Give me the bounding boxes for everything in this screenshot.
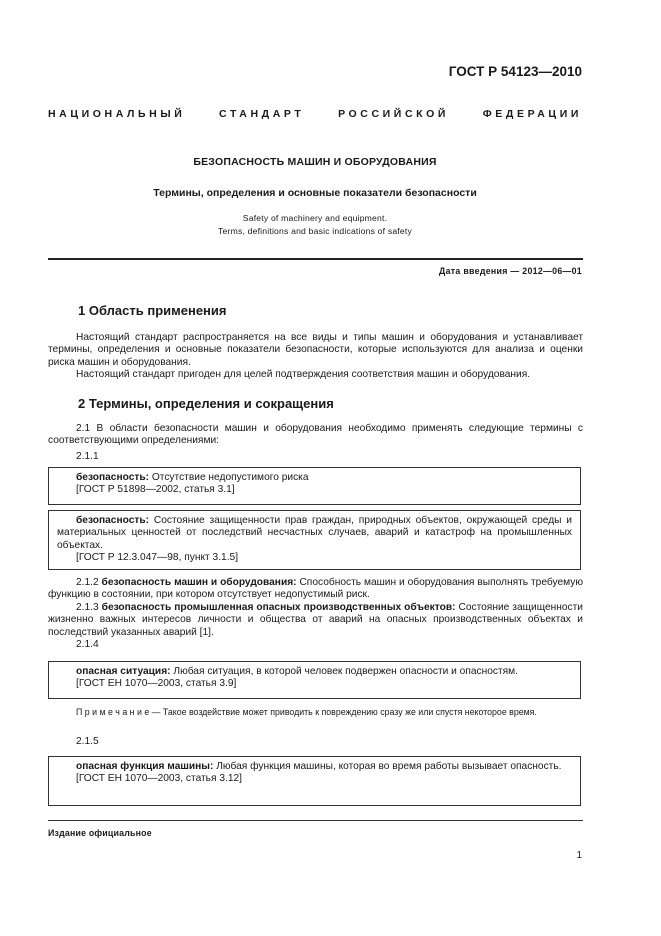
section-1-heading: 1 Область применения xyxy=(78,303,227,318)
definition: Отсутствие недопустимого риска xyxy=(149,472,309,483)
english-title-line2: Terms, definitions and basic indications of safety xyxy=(218,226,412,236)
footer-divider xyxy=(48,820,583,821)
definition: Состояние защищенности прав граждан, природных объектов, окружающей среды и материальных ценностей от последствий несчастных случаев, аварий и катастроф на промышленных объектах. xyxy=(57,515,572,551)
page-number: 1 xyxy=(576,850,582,861)
introduction-date: Дата введения — 2012—06—01 xyxy=(439,266,582,276)
term: безопасность: xyxy=(76,515,150,526)
clause-2-1-text: 2.1 В области безопасности машин и оборудования необходимо применять следующие термины с соответствующими определениями: xyxy=(48,423,583,447)
clause-number: 2.1.2 xyxy=(76,577,102,588)
national-standard-banner: НАЦИОНАЛЬНЫЙ СТАНДАРТ РОССИЙСКОЙ ФЕДЕРАЦИИ xyxy=(48,108,582,120)
definition: Любая функция машины, которая во время работы вызывает опасность. xyxy=(213,761,562,772)
definition-box-safety-2 xyxy=(48,510,581,570)
note-text: — Такое воздействие может приводить к повреждению сразу же или спустя некоторое время. xyxy=(149,707,537,717)
header-divider xyxy=(48,258,583,260)
definition-box-hazardous-situation xyxy=(48,661,581,699)
note xyxy=(48,706,583,719)
clause-2-1 xyxy=(48,423,583,448)
definition: Состояние защищенности жизненно важных интересов личности и общества от аварий на опасных производственных объектах и последствий указанных аварий [1]. xyxy=(48,601,583,638)
standard-designation: ГОСТ Р 54123—2010 xyxy=(448,64,582,79)
note-label: П р и м е ч а н и е xyxy=(76,707,150,717)
section-1-para-2: Настоящий стандарт пригоден для целей подтверждения соответствия машин и оборудования. xyxy=(76,369,531,381)
reference: [ГОСТ ЕН 1070—2003, статья 3.9] xyxy=(76,678,237,690)
definition: Любая ситуация, в которой человек подвержен опасности и опасностям. xyxy=(170,666,519,677)
section-2-heading: 2 Термины, определения и сокращения xyxy=(78,396,334,411)
term: опасная ситуация: xyxy=(76,666,171,677)
section-1-body xyxy=(48,332,583,382)
reference: [ГОСТ Р 51898—2002, статья 3.1] xyxy=(76,484,235,496)
reference: [ГОСТ Р 12.3.047—98, пункт 3.1.5] xyxy=(76,552,239,564)
official-edition-label: Издание официальное xyxy=(48,828,152,838)
definition: Способность машин и оборудования выполнять требуемую функцию в состоянии, при котором отсутствует недопустимый риск. xyxy=(48,577,583,601)
definition-box-safety-1 xyxy=(48,467,581,505)
term: безопасность машин и оборудования: xyxy=(101,577,297,588)
clauses-2-1-2-to-2-1-4 xyxy=(48,577,583,651)
document-subtitle: Термины, определения и основные показатели безопасности xyxy=(153,187,477,199)
term: опасная функция машины: xyxy=(76,761,214,772)
reference: [ГОСТ ЕН 1070—2003, статья 3.12] xyxy=(76,773,242,785)
english-title xyxy=(48,212,582,238)
section-1-para-1: Настоящий стандарт распространяется на все виды и типы машин и оборудования и устанавливает термины, определения и основные показатели безопасности, которые используются для анализа и оценки риска машин и оборудования. xyxy=(48,332,583,368)
clause-number: 2.1.3 xyxy=(76,601,102,613)
clause-2-1-3 xyxy=(48,602,583,639)
document-title: БЕЗОПАСНОСТЬ МАШИН И ОБОРУДОВАНИЯ xyxy=(193,156,437,168)
term: безопасность: xyxy=(76,472,150,483)
clause-2-1-4-label: 2.1.4 xyxy=(76,639,99,651)
clause-2-1-2 xyxy=(48,577,583,602)
term: безопасность промышленная опасных производственных объектов: xyxy=(101,601,456,613)
clause-2-1-1-label: 2.1.1 xyxy=(76,451,99,462)
clause-2-1-5-label: 2.1.5 xyxy=(76,736,99,747)
definition-box-hazardous-function xyxy=(48,756,581,806)
english-title-line1: Safety of machinery and equipment. xyxy=(242,213,388,223)
